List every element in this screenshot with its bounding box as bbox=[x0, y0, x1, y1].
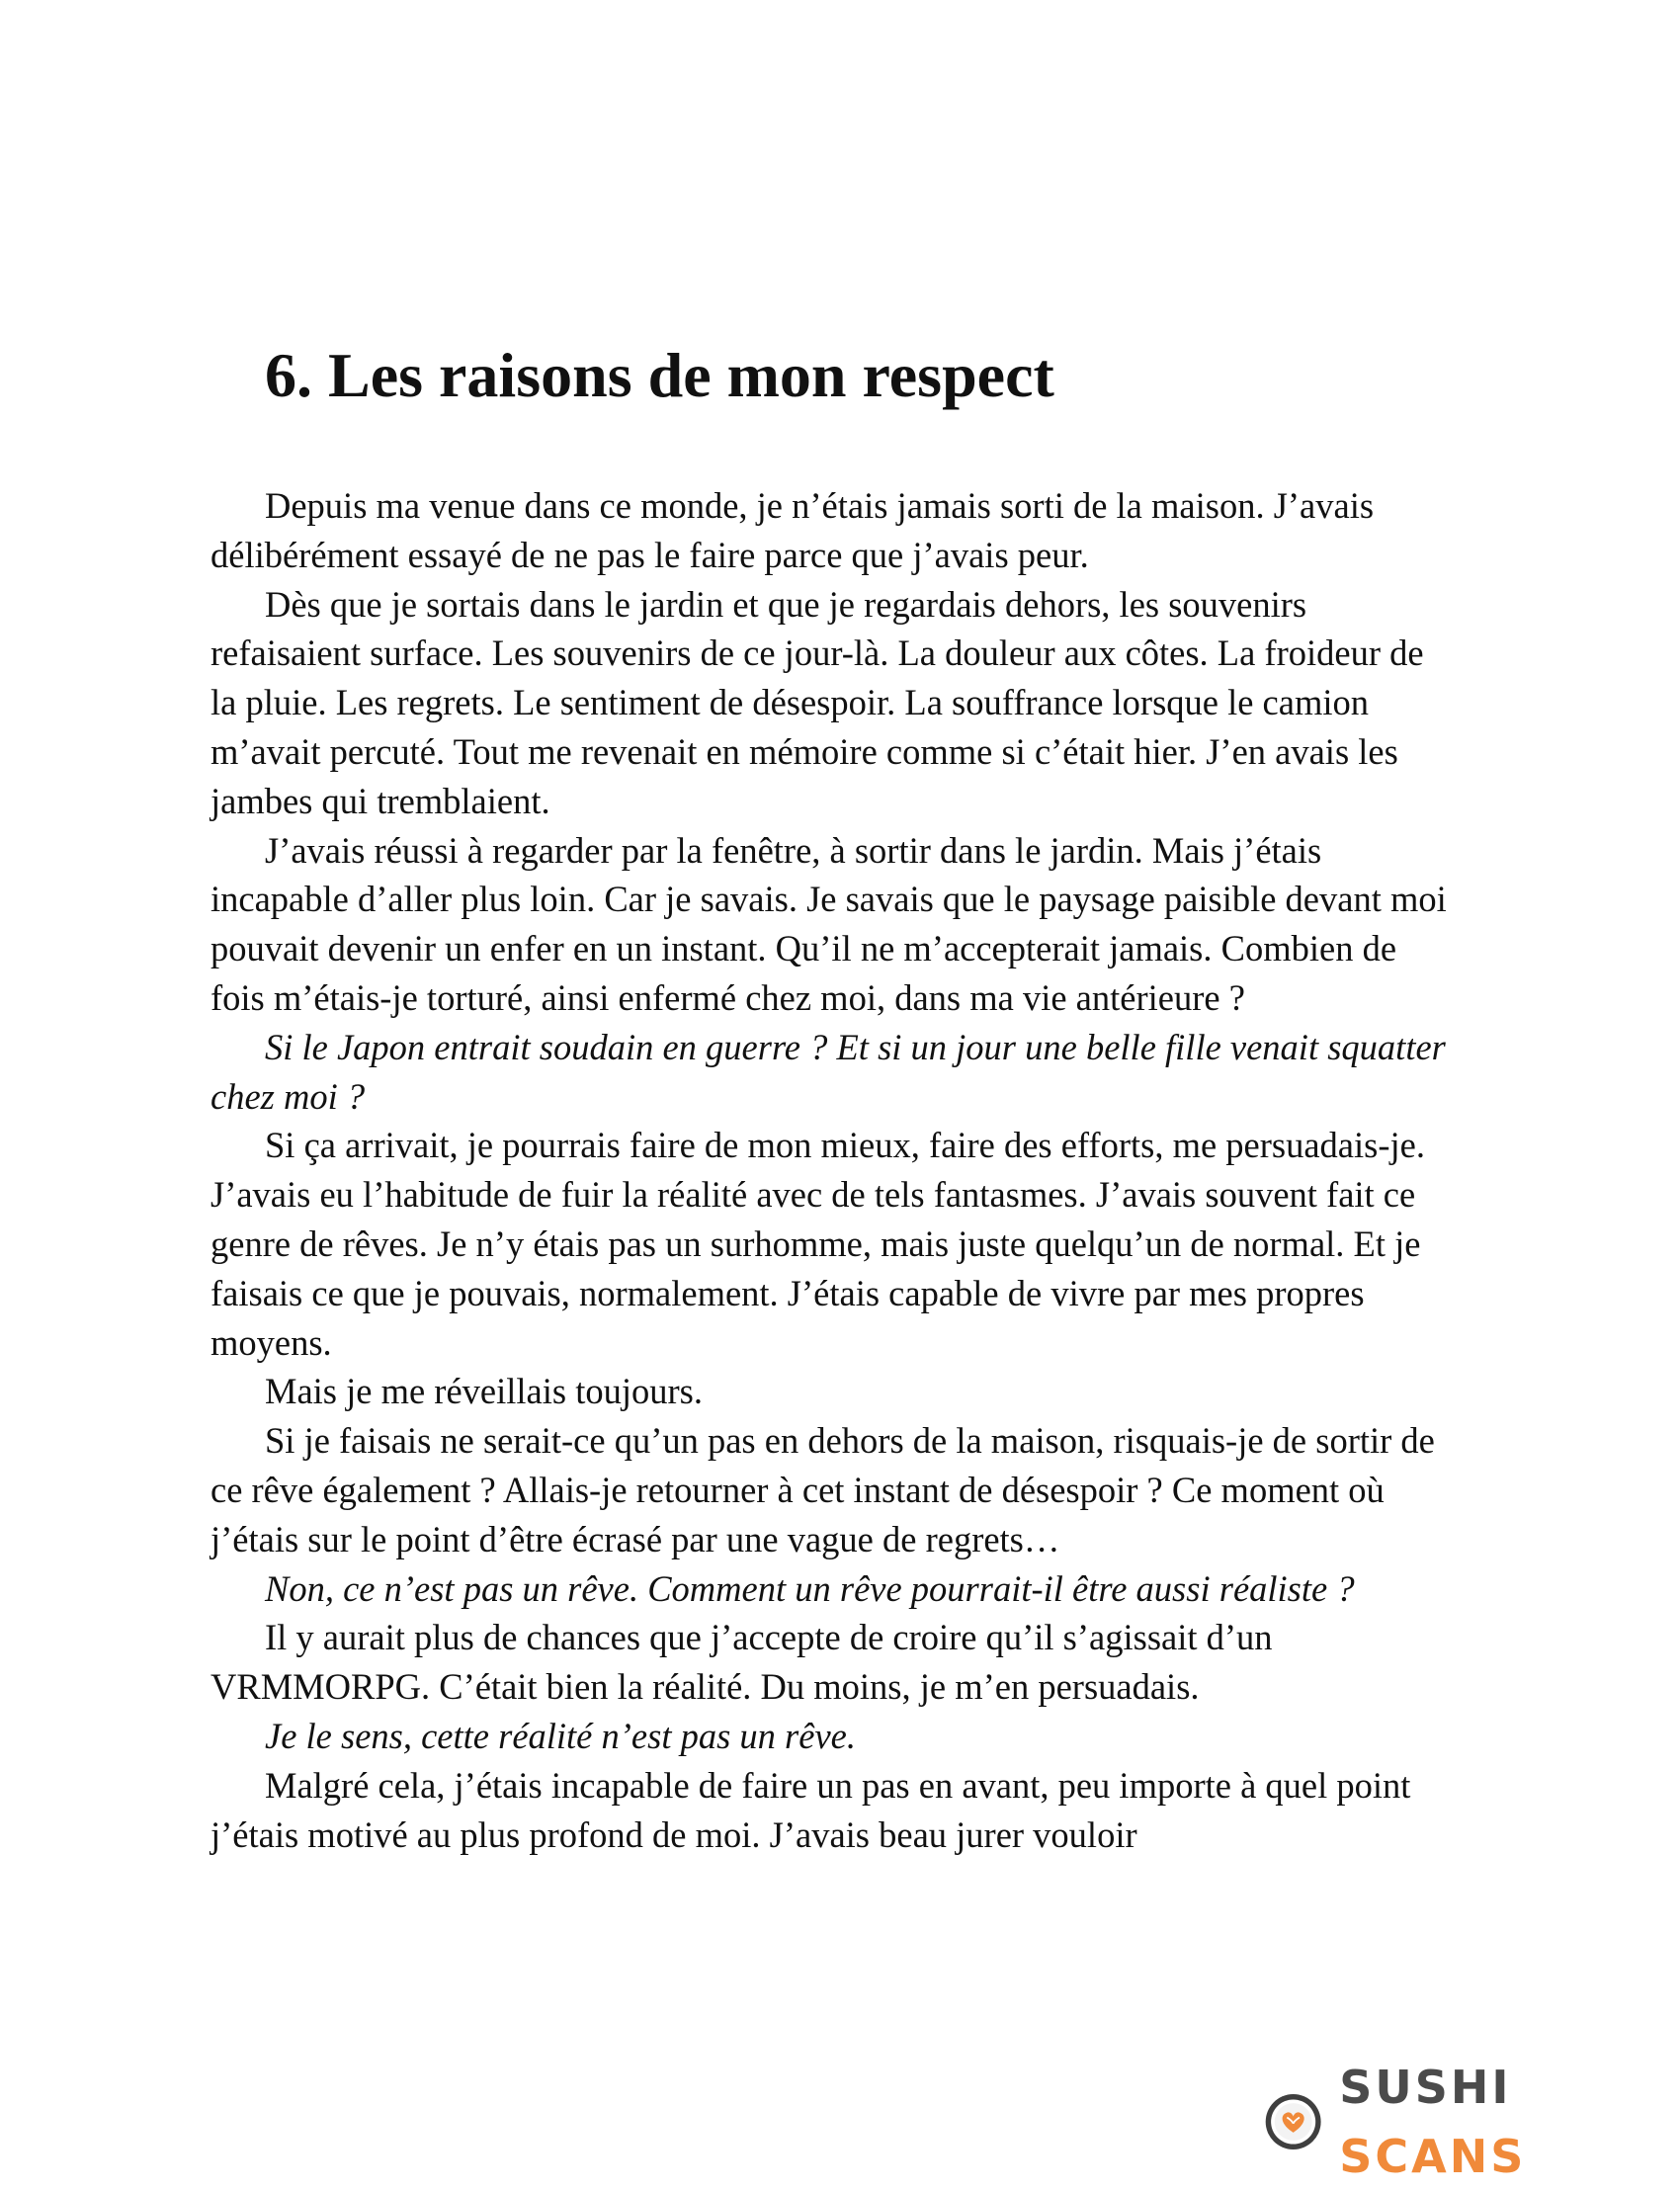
paragraph: Si je faisais ne serait-ce qu’un pas en dehors de la maison, risquais-je de sortir de ce rêve également ? Allais-je retourner à cet instant de désespoir ? Ce moment où j’étais sur le point d’être écrasé par une vague de regrets… bbox=[210, 1420, 1435, 1559]
paragraph: Depuis ma venue dans ce monde, je n’étais jamais sorti de la maison. J’avais délibérément essayé de ne pas le faire parce que j’avais peur. bbox=[210, 485, 1375, 575]
watermark bbox=[1263, 2061, 1680, 2183]
paragraph: Malgré cela, j’étais incapable de faire un pas en avant, peu importe à quel point j’étais motivé au plus profond de moi. J’avais beau jurer vouloir bbox=[210, 1764, 1411, 1855]
chapter-body bbox=[210, 481, 1458, 1859]
watermark-text bbox=[1339, 2053, 1680, 2191]
paragraph: Dès que je sortais dans le jardin et que je regardais dehors, les souvenirs refaisaient surface. Les souvenirs de ce jour-là. La douleur aux côtes. La froideur de la pluie. Les regrets. Le sentiment de désespoir. La souffrance lorsque le camion m’avait percuté. Tout me revenait en mémoire comme si c’était hier. J’en avais les jambes qui tremblaient. bbox=[210, 583, 1424, 821]
watermark-word-scans: SCANS bbox=[1339, 2130, 1527, 2183]
paragraph: J’avais réussi à regarder par la fenêtre, à sortir dans le jardin. Mais j’étais incapable d’aller plus loin. Car je savais. Je savais que le paysage paisible devant moi pouvait devenir un enfer en un instant. Qu’il ne m’accepterait jamais. Combien de fois m’étais-je torturé, ainsi enfermé chez moi, dans ma vie antérieure ? bbox=[210, 829, 1447, 1018]
watermark-word-sushi: SUSHI bbox=[1339, 2061, 1512, 2114]
paragraph: Il y aurait plus de chances que j’accepte de croire qu’il s’agissait d’un VRMMORPG. C’était bien la réalité. Du moins, je m’en persuadais. bbox=[210, 1617, 1273, 1708]
paragraph-italic-thought: Je le sens, cette réalité n’est pas un rêve. bbox=[265, 1715, 856, 1756]
chapter-title: 6. Les raisons de mon respect bbox=[265, 340, 1054, 410]
sushi-heart-logo-icon bbox=[1263, 2088, 1323, 2155]
paragraph-italic-thought: Si le Japon entrait soudain en guerre ? Et si un jour une belle fille venait squatter chez moi ? bbox=[210, 1026, 1446, 1117]
paragraph: Si ça arrivait, je pourrais faire de mon mieux, faire des efforts, me persuadais-je. J’avais eu l’habitude de fuir la réalité avec de tels fantasmes. J’avais souvent fait ce genre de rêves. Je n’y étais pas un surhomme, mais juste quelqu’un de normal. Et je faisais ce que je pouvais, normalement. J’étais capable de vivre par mes propres moyens. bbox=[210, 1125, 1425, 1363]
paragraph: Mais je me réveillais toujours. bbox=[265, 1371, 703, 1412]
paragraph-italic-thought: Non, ce n’est pas un rêve. Comment un rêve pourrait-il être aussi réaliste ? bbox=[265, 1567, 1355, 1609]
